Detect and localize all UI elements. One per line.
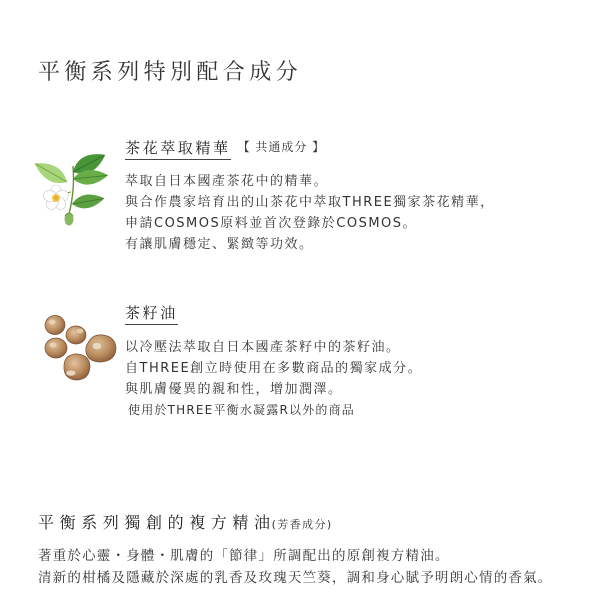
ingredient-description-line: 有讓肌膚穩定、緊緻等功效。	[125, 237, 314, 252]
ingredient-description-line: 以冷壓法萃取自日本國產茶籽中的茶籽油。	[125, 340, 401, 355]
flower-stem	[69, 166, 74, 214]
leaf	[31, 157, 71, 189]
flower-bud	[65, 213, 74, 226]
ingredient-tag: 【 共通成分 】	[237, 140, 326, 154]
ingredient-heading-tea-seed-oil	[125, 303, 178, 325]
tea-flower	[42, 185, 70, 212]
tea-seed	[86, 335, 116, 362]
essential-oil-heading	[38, 512, 333, 536]
tea-seed-illustration	[40, 313, 120, 383]
ingredient-description-tea-seed-oil	[125, 337, 422, 421]
ingredient-description-line: 與肌膚優異的親和性，增加潤澤。	[125, 382, 343, 397]
essential-oil-description-line: 清新的柑橘及隱藏於深處的乳香及玫瑰天竺葵，調和身心賦予明朗心情的香氣。	[38, 570, 553, 586]
ingredient-description-line: 自THREE創立時使用在多數商品的獨家成分。	[125, 361, 423, 376]
ingredient-name: 茶花萃取精華	[125, 139, 231, 160]
ingredient-description-line: 與合作農家培育出的山茶花中萃取THREE獨家茶花精華，	[125, 195, 495, 210]
page-title: 平衡系列特別配合成分	[38, 60, 303, 85]
ingredient-heading-tea-flower-extract	[125, 138, 325, 160]
essential-oil-title: 平衡系列獨創的複方精油	[38, 513, 276, 532]
essential-oil-description-line: 著重於心靈・身體・肌膚的「節律」所調配出的原創複方精油。	[38, 548, 450, 564]
tea-seed	[66, 326, 86, 344]
tea-seed	[64, 354, 90, 380]
essential-oil-tag: (芳香成分)	[271, 518, 333, 531]
ingredient-description-line: 萃取自日本國產茶花中的精華。	[125, 174, 329, 189]
ingredient-name: 茶籽油	[125, 304, 178, 325]
tea-seed	[45, 338, 67, 358]
ingredient-description-line: 申請COSMOS原料並首次登錄於COSMOS。	[125, 216, 418, 231]
ingredient-description-tea-flower-extract	[125, 171, 495, 255]
essential-oil-description	[38, 545, 553, 589]
leaf	[71, 192, 106, 211]
ingredient-note: 使用於THREE平衡水凝露R以外的商品	[128, 403, 355, 417]
tea-flower-illustration	[30, 152, 112, 228]
tea-seed	[44, 314, 67, 336]
